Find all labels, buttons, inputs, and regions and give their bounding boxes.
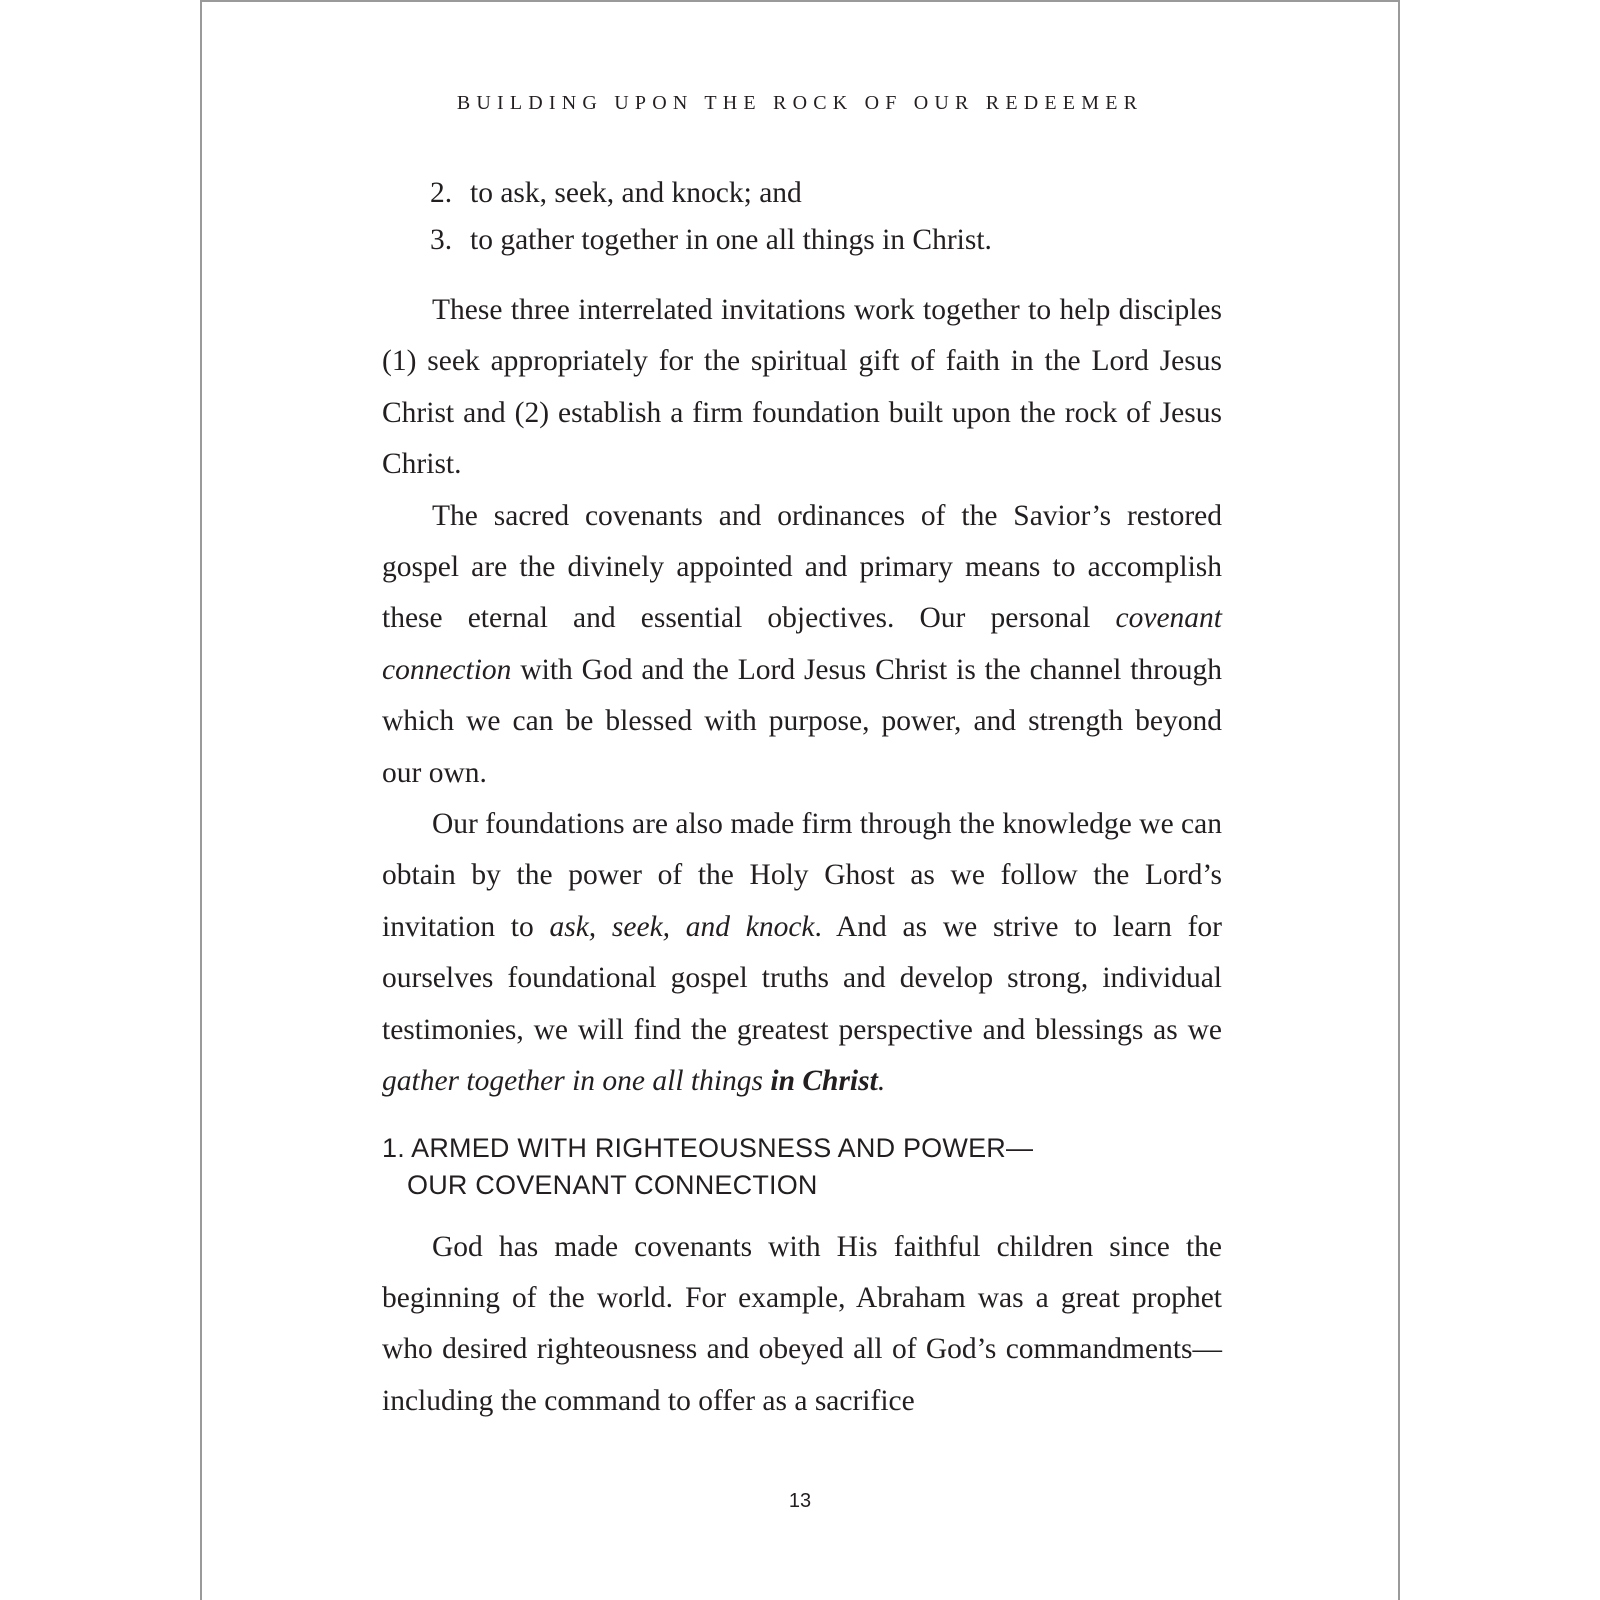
- text-run: with God and the Lord Jesus Christ is the channel through which we can be blessed with purpose, power, and strength beyond our own.: [382, 653, 1222, 789]
- list-item-text: to gather together in one all things in Christ.: [470, 223, 992, 256]
- emphasis: covenant connection: [382, 602, 1222, 686]
- paragraph-foundations: [382, 799, 1222, 1107]
- text-run: . And as we strive to learn for ourselves foundational gospel truths and develop strong, individual testimonies, we will find the greatest perspective and blessings as we: [382, 910, 1222, 1046]
- list-item-number: 3.: [430, 223, 453, 256]
- section-heading: [382, 1130, 1222, 1204]
- paragraph-abraham: God has made covenants with His faithful children since the beginning of the world. For example, Abraham was a great prophet who desired righteousness and obeyed all of God’s commandments—including the command to offer as a sacrifice: [382, 1230, 1222, 1417]
- paragraph-invitations: These three interrelated invitations work together to help disciples (1) seek appropriately for the spiritual gift of faith in the Lord Jesus Christ and (2) establish a firm foundation built upon the rock of Jesus Christ.: [382, 294, 1222, 481]
- strong-emphasis: in Christ: [770, 1065, 878, 1098]
- text-run: The sacred covenants and ordinances of the Savior’s restored gospel are the divinely appointed and primary means to accomplish these eternal and essential objectives. Our personal: [382, 499, 1222, 635]
- section-heading-line1: 1. ARMED WITH RIGHTEOUSNESS AND POWER—: [382, 1132, 1034, 1163]
- book-page: [200, 0, 1400, 1600]
- numbered-list: [382, 170, 1222, 263]
- list-item-text: to ask, seek, and knock; and: [470, 177, 802, 209]
- running-head: BUILDING UPON THE ROCK OF OUR REDEEMER: [456, 92, 1144, 114]
- emphasis: ask, seek, and knock: [549, 910, 815, 943]
- section-heading-line2: OUR COVENANT CONNECTION: [407, 1169, 818, 1200]
- paragraph-covenants: [382, 491, 1222, 799]
- page-number: 13: [788, 1490, 812, 1512]
- text-run: .: [877, 1065, 886, 1098]
- list-item: [382, 170, 1222, 217]
- page-body: [382, 170, 1222, 1427]
- list-item: [382, 217, 1222, 264]
- text-run: Our foundations are also made firm through the knowledge we can obtain by the power of the Holy Ghost as we follow the Lord’s invitation to: [382, 808, 1222, 943]
- emphasis: gather together in one all things: [382, 1065, 771, 1098]
- list-item-number: 2.: [430, 177, 453, 209]
